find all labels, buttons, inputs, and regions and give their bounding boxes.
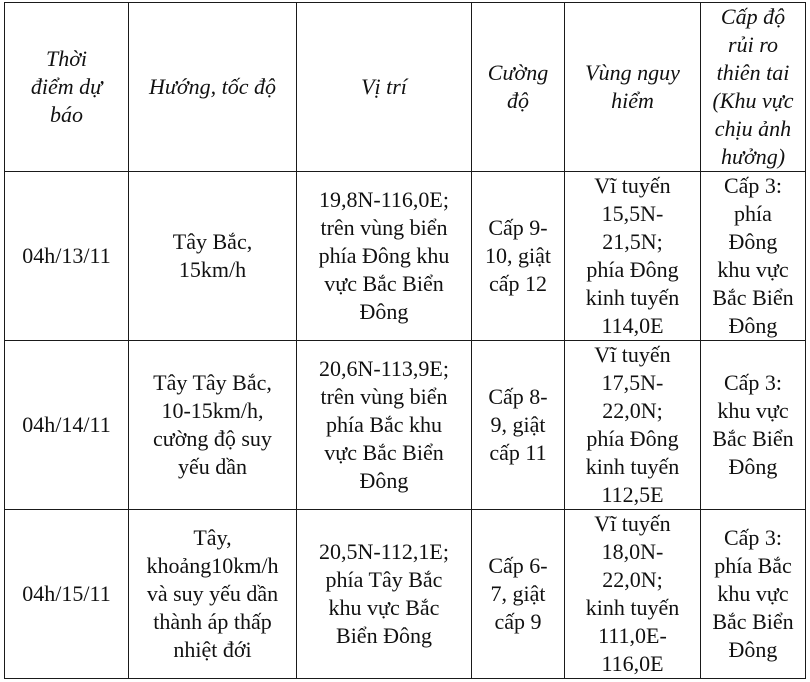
cell-line: Vĩ tuyến bbox=[594, 342, 671, 367]
cell-line: kinh tuyến bbox=[585, 285, 680, 310]
cell-line: cấp 11 bbox=[489, 440, 547, 465]
cell-line: 114,0E bbox=[601, 313, 664, 338]
header-risk-level bbox=[701, 3, 806, 172]
header-row bbox=[5, 3, 806, 172]
cell-line: Vĩ tuyến bbox=[594, 173, 671, 198]
cell-line: phía Bắc khu bbox=[325, 412, 443, 437]
table-row bbox=[5, 341, 806, 510]
cell-line: 22,0N; bbox=[602, 398, 663, 423]
cell-line: trên vùng biển bbox=[320, 384, 448, 409]
table-body bbox=[5, 172, 806, 679]
header-line: hiểm bbox=[611, 88, 654, 113]
cell-line: phía Tây Bắc bbox=[325, 567, 443, 592]
header-line: Vị trí bbox=[361, 74, 407, 99]
cell-line: kinh tuyến bbox=[585, 454, 680, 479]
cell-line: Đông bbox=[359, 468, 409, 493]
cell-position bbox=[297, 341, 472, 510]
cell-line: phía bbox=[734, 201, 772, 226]
cell-line: Đông bbox=[728, 313, 778, 338]
header-line: rủi ro bbox=[728, 32, 778, 57]
cell-line: nhiệt đới bbox=[173, 637, 252, 662]
cell-position bbox=[297, 510, 472, 679]
cell-line: 04h/14/11 bbox=[22, 412, 111, 437]
header-line: báo bbox=[50, 102, 83, 127]
cell-line: Vĩ tuyến bbox=[594, 511, 671, 536]
cell-line: Cấp 9- bbox=[488, 215, 548, 240]
cell-line: thành áp thấp bbox=[153, 609, 272, 634]
cell-line: kinh tuyến bbox=[585, 595, 680, 620]
cell-line: Cấp 8- bbox=[488, 384, 548, 409]
cell-line: Đông bbox=[728, 637, 778, 662]
cell-line: khu vực bbox=[717, 398, 789, 423]
cell-line: khoảng10km/h bbox=[146, 553, 279, 578]
cell-line: 20,5N-112,1E; bbox=[319, 539, 449, 564]
header-line: Cấp độ bbox=[720, 4, 786, 29]
header-line: điểm dự bbox=[30, 74, 103, 99]
cell-line: 7, giật bbox=[490, 581, 546, 606]
cell-line: trên vùng biển bbox=[320, 215, 448, 240]
header-line: chịu ảnh bbox=[714, 116, 792, 141]
cell-line: Bắc Biển bbox=[712, 285, 794, 310]
cell-risk-level bbox=[701, 341, 806, 510]
cell-direction-speed bbox=[129, 510, 297, 679]
cell-line: Đông bbox=[728, 229, 778, 254]
header-line: Hướng, tốc độ bbox=[148, 74, 276, 99]
cell-line: 18,0N- bbox=[601, 539, 664, 564]
cell-line: Tây Tây Bắc, bbox=[153, 370, 272, 395]
cell-line: cấp 9 bbox=[494, 609, 542, 634]
cell-risk-level bbox=[701, 510, 806, 679]
cell-line: 15km/h bbox=[178, 257, 247, 282]
header-line: hưởng) bbox=[720, 144, 786, 169]
cell-line: Biển Đông bbox=[336, 623, 432, 648]
cell-intensity bbox=[472, 341, 565, 510]
cell-forecast-time bbox=[5, 510, 129, 679]
cell-risk-level bbox=[701, 172, 806, 341]
cell-line: Cấp 3: bbox=[723, 173, 783, 198]
cell-line: 20,6N-113,9E; bbox=[319, 356, 449, 381]
header-intensity bbox=[472, 3, 565, 172]
cell-line: Đông bbox=[359, 299, 409, 324]
cell-line: Tây, bbox=[193, 525, 232, 550]
cell-line: phía Đông bbox=[586, 257, 679, 282]
cell-line: vực Bắc Biển bbox=[324, 440, 444, 465]
header-line: Thời bbox=[45, 46, 88, 71]
cell-line: 19,8N-116,0E; bbox=[319, 187, 449, 212]
cell-line: 112,5E bbox=[601, 482, 664, 507]
cell-line: 9, giật bbox=[490, 412, 546, 437]
table-row bbox=[5, 172, 806, 341]
header-line: Vùng nguy bbox=[585, 60, 680, 85]
cell-direction-speed bbox=[129, 341, 297, 510]
header-direction-speed bbox=[129, 3, 297, 172]
cell-line: Bắc Biển bbox=[712, 609, 794, 634]
cell-line: khu vực Bắc bbox=[328, 595, 440, 620]
cell-line: 22,0N; bbox=[602, 567, 663, 592]
cell-line: 15,5N- bbox=[601, 201, 664, 226]
cell-line: 111,0E- bbox=[598, 623, 667, 648]
cell-line: khu vực bbox=[717, 581, 789, 606]
cell-position bbox=[297, 172, 472, 341]
cell-danger-zone bbox=[565, 341, 701, 510]
cell-line: 10, giật bbox=[485, 243, 551, 268]
cell-line: vực Bắc Biển bbox=[324, 271, 444, 296]
cell-line: Đông bbox=[728, 454, 778, 479]
cell-line: phía Bắc bbox=[714, 553, 792, 578]
cell-direction-speed bbox=[129, 172, 297, 341]
table-row bbox=[5, 510, 806, 679]
cell-line: Tây Bắc, bbox=[172, 229, 253, 254]
cell-danger-zone bbox=[565, 510, 701, 679]
cell-intensity bbox=[472, 510, 565, 679]
cell-line: 21,5N; bbox=[602, 229, 663, 254]
header-line: Cường bbox=[487, 60, 549, 85]
cell-line: 116,0E bbox=[601, 651, 664, 676]
cell-forecast-time bbox=[5, 172, 129, 341]
cell-line: 04h/13/11 bbox=[22, 243, 111, 268]
header-line: (Khu vực bbox=[712, 88, 794, 113]
header-danger-zone bbox=[565, 3, 701, 172]
cell-line: cấp 12 bbox=[488, 271, 548, 296]
cell-forecast-time bbox=[5, 341, 129, 510]
cell-line: phía Đông bbox=[586, 426, 679, 451]
cell-line: 17,5N- bbox=[601, 370, 664, 395]
cell-line: Cấp 3: bbox=[723, 525, 783, 550]
cell-line: 10-15km/h, bbox=[161, 398, 264, 423]
header-position bbox=[297, 3, 472, 172]
cell-line: Cấp 6- bbox=[488, 553, 548, 578]
header-line: độ bbox=[507, 88, 529, 113]
cell-line: cường độ suy bbox=[153, 426, 272, 451]
cell-intensity bbox=[472, 172, 565, 341]
cell-line: yếu dần bbox=[177, 454, 248, 479]
cell-danger-zone bbox=[565, 172, 701, 341]
forecast-table bbox=[4, 2, 806, 679]
cell-line: Cấp 3: bbox=[723, 370, 783, 395]
header-forecast-time bbox=[5, 3, 129, 172]
cell-line: 04h/15/11 bbox=[22, 581, 111, 606]
cell-line: và suy yếu dần bbox=[146, 581, 279, 606]
cell-line: phía Đông khu bbox=[318, 243, 450, 268]
header-line: thiên tai bbox=[716, 60, 790, 85]
cell-line: khu vực bbox=[717, 257, 789, 282]
cell-line: Bắc Biển bbox=[712, 426, 794, 451]
